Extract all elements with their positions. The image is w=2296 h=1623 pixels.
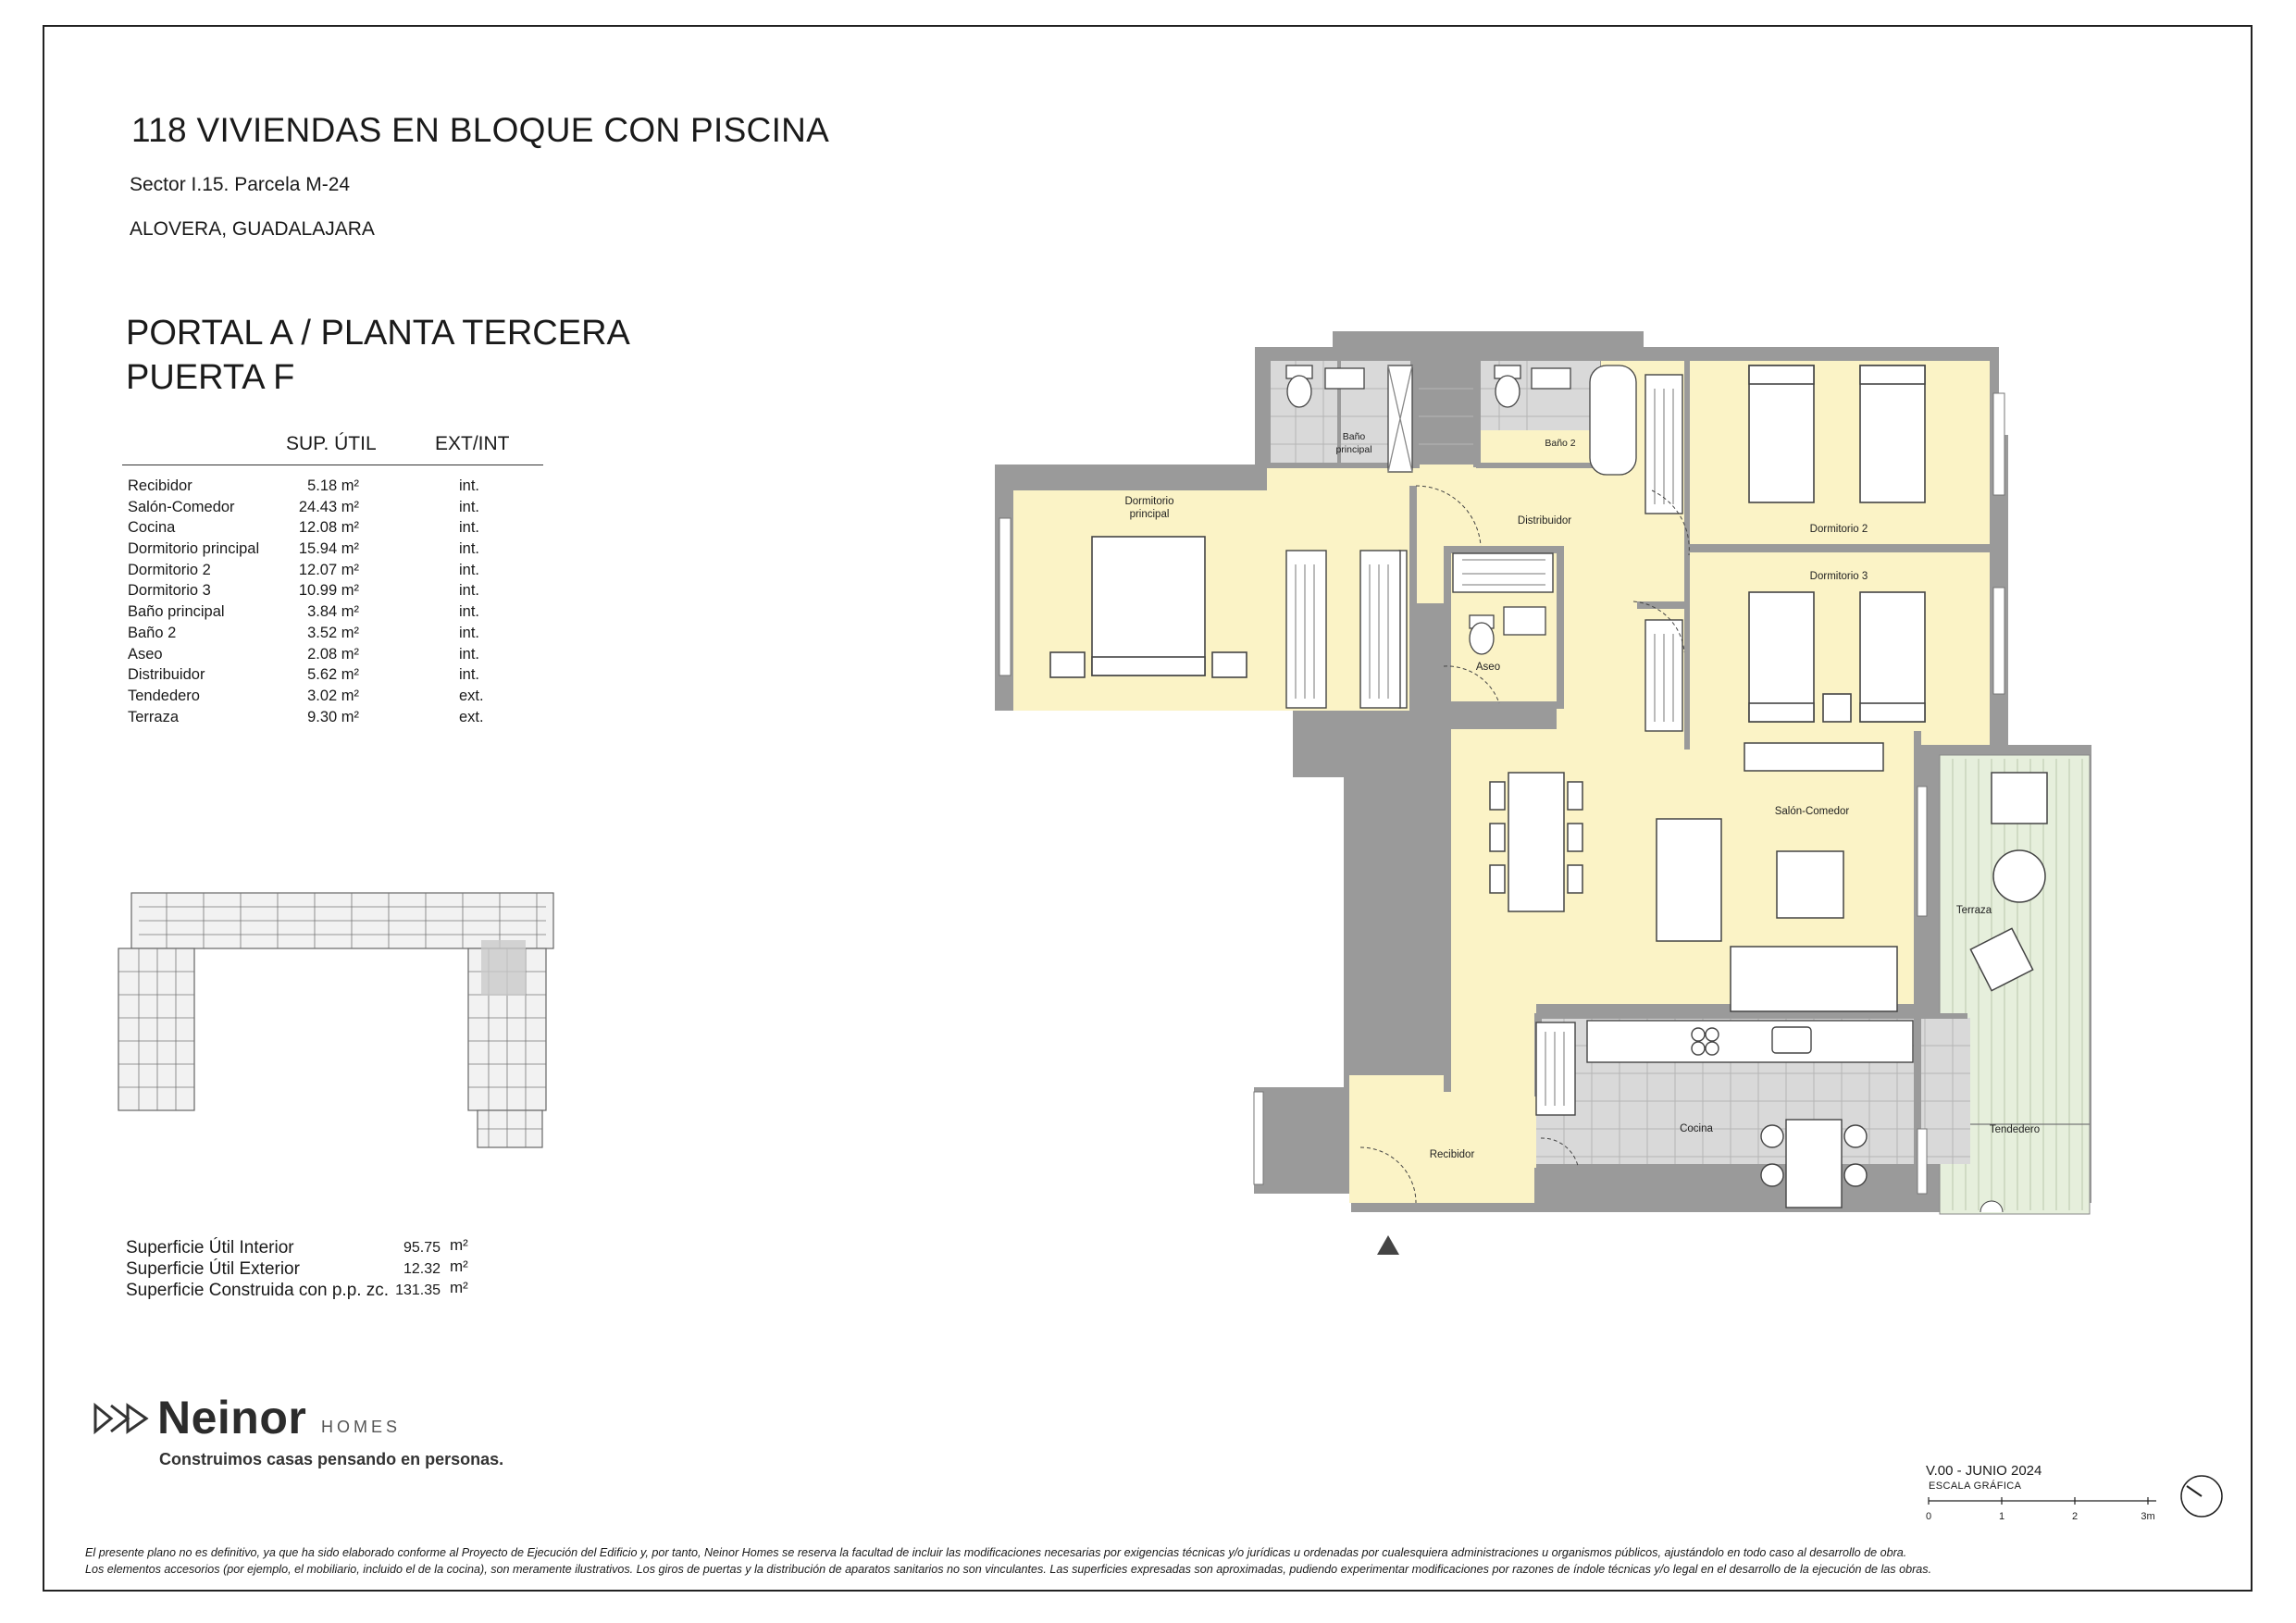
scale-tick: 1: [1998, 1511, 2005, 1522]
surface-totals: [126, 1238, 496, 1302]
single-bed-icon: [1749, 592, 1814, 722]
room-area: 2.08 m²: [307, 645, 359, 663]
room-type: int.: [459, 624, 480, 641]
sink-icon: [1532, 368, 1570, 389]
sink-icon: [1325, 368, 1364, 389]
label-recibidor: Recibidor: [1429, 1149, 1475, 1160]
wardrobe: [1286, 551, 1326, 708]
project-location: ALOVERA, GUADALAJARA: [130, 218, 375, 240]
room-type: ext.: [459, 687, 484, 704]
wardrobe: [1360, 551, 1400, 708]
single-bed-icon: [1860, 365, 1925, 502]
unit-door: PUERTA F: [126, 358, 295, 397]
table-row: [128, 562, 516, 583]
table-row: [128, 582, 516, 603]
table-row: [128, 709, 516, 730]
toilet-icon: [1287, 376, 1311, 407]
single-bed-icon: [1860, 592, 1925, 722]
room-type: int.: [459, 603, 480, 621]
room-name: Cocina: [128, 519, 176, 537]
label-dormitorio-principal-2: principal: [1129, 509, 1170, 520]
total-label: Superficie Útil Interior: [126, 1238, 294, 1258]
total-value: 131.35: [395, 1282, 441, 1298]
toilet-icon: [1470, 623, 1494, 654]
project-title: 118 VIVIENDAS EN BLOQUE CON PISCINA: [131, 111, 830, 149]
logo-tagline: Construimos casas pensando en personas.: [159, 1450, 504, 1468]
room-name: Dormitorio 3: [128, 582, 211, 600]
version-date: V.00 - JUNIO 2024: [1926, 1463, 2042, 1479]
disclaimer: [85, 1544, 2232, 1578]
room-area: 10.99 m²: [298, 582, 359, 600]
kitchen-table-icon: [1786, 1120, 1842, 1208]
label-cocina: Cocina: [1680, 1123, 1713, 1134]
room-type: int.: [459, 666, 480, 684]
room-type: ext.: [459, 708, 484, 725]
table-row: [128, 646, 516, 667]
room-area: 5.18 m²: [307, 477, 359, 494]
unit-portal-floor: PORTAL A / PLANTA TERCERA: [126, 314, 630, 353]
table-row: [128, 688, 516, 709]
room-area: 12.08 m²: [298, 519, 359, 537]
room-area: 9.30 m²: [307, 708, 359, 725]
scale-tick: 2: [2071, 1511, 2079, 1522]
label-bano-2: Baño 2: [1545, 438, 1576, 449]
label-dormitorio-principal: Dormitorio: [1124, 496, 1174, 507]
room-type: int.: [459, 582, 480, 600]
col-header-type: EXT/INT: [435, 433, 510, 454]
entrance-triangle-icon: [1377, 1235, 1399, 1255]
table-row: [128, 499, 516, 520]
room-area: 3.84 m²: [307, 603, 359, 621]
north-arrow-icon: [2178, 1473, 2225, 1519]
unit-heading: [126, 311, 630, 400]
total-label: Superficie Útil Exterior: [126, 1259, 300, 1279]
room-area: 12.07 m²: [298, 561, 359, 578]
table-row: [128, 666, 516, 688]
room-area: 3.52 m²: [307, 624, 359, 641]
table-row: [128, 477, 516, 499]
dining-table-icon: [1508, 773, 1564, 911]
sofa-icon: [1731, 947, 1897, 1011]
room-area: 15.94 m²: [298, 540, 359, 558]
neinor-logo-mark-icon: [93, 1400, 150, 1439]
total-row: [126, 1238, 496, 1259]
label-bano-principal: Baño: [1342, 431, 1366, 442]
total-row: [126, 1259, 496, 1281]
label-distribuidor: Distribuidor: [1517, 515, 1572, 527]
logo-homes: HOMES: [321, 1418, 402, 1436]
total-value: 12.32: [403, 1261, 441, 1277]
tv-unit-icon: [1744, 743, 1883, 771]
room-area: 24.43 m²: [298, 498, 359, 515]
disclaimer-line: Los elementos accesorios (por ejemplo, el mobiliario, incluido el de la cocina), son meramente ilustrativos. Los giros de puertas y la distribución de aparatos sanitarios no son vinculantes. Las superficies expresadas son aproximadas, pudiendo experimentar modificaciones por razones de índole técnicas y/o legal en el desarrollo de la ejecución de las obras.: [85, 1563, 1932, 1576]
room-type: int.: [459, 477, 480, 494]
table-row: [128, 603, 516, 625]
label-salon-comedor: Salón-Comedor: [1774, 806, 1850, 817]
room-type: int.: [459, 540, 480, 558]
single-bed-icon: [1749, 365, 1814, 502]
total-unit: m²: [450, 1258, 468, 1275]
project-sector: Sector I.15. Parcela M-24: [130, 174, 351, 195]
scale-label: ESCALA GRÁFICA: [1929, 1481, 2022, 1492]
building-key-plan: [111, 879, 555, 1157]
table-row: [128, 625, 516, 646]
unit-highlight: [481, 940, 526, 996]
total-unit: m²: [450, 1279, 468, 1296]
bathtub-icon: [1590, 365, 1636, 475]
label-dormitorio-2: Dormitorio 2: [1809, 524, 1868, 535]
wardrobe: [1453, 553, 1553, 592]
surface-table: [128, 477, 516, 729]
double-bed-icon: [1092, 537, 1205, 675]
coffee-table-icon: [1777, 851, 1843, 918]
wardrobe: [1536, 1022, 1575, 1115]
room-type: int.: [459, 645, 480, 663]
toilet-icon: [1496, 376, 1520, 407]
room-name: Baño principal: [128, 603, 225, 621]
room-area: 3.02 m²: [307, 687, 359, 704]
logo-wordmark: Neinor: [157, 1392, 307, 1443]
room-name: Aseo: [128, 645, 163, 663]
graphic-scale: [1921, 1495, 2162, 1527]
scale-tick: 0: [1925, 1511, 1932, 1522]
room-name: Dormitorio principal: [128, 540, 260, 558]
scale-tick: 3m: [2141, 1511, 2155, 1522]
room-name: Recibidor: [128, 477, 192, 494]
room-name: Salón-Comedor: [128, 498, 235, 515]
total-unit: m²: [450, 1236, 468, 1254]
total-value: 95.75: [403, 1240, 441, 1256]
floor-plan: [981, 324, 2091, 1268]
table-row: [128, 540, 516, 562]
kitchen-sink-icon: [1772, 1027, 1811, 1053]
label-bano-principal-2: principal: [1335, 444, 1372, 455]
room-type: int.: [459, 561, 480, 578]
room-name: Distribuidor: [128, 666, 205, 684]
total-label: Superficie Construida con p.p. zc.: [126, 1281, 390, 1300]
room-name: Dormitorio 2: [128, 561, 211, 578]
sink-icon: [1504, 607, 1545, 635]
room-type: int.: [459, 498, 480, 515]
room-name: Baño 2: [128, 624, 177, 641]
room-name: Tendedero: [128, 687, 200, 704]
col-header-area: SUP. ÚTIL: [286, 433, 377, 454]
room-type: int.: [459, 519, 480, 537]
label-terraza: Terraza: [1955, 905, 1992, 916]
kitchen-counter: [1587, 1021, 1913, 1062]
table-row: [128, 519, 516, 540]
dormitorio-2-area: [1690, 361, 1990, 546]
recibidor-area: [1349, 1092, 1534, 1203]
label-aseo: Aseo: [1475, 662, 1501, 673]
room-area: 5.62 m²: [307, 666, 359, 684]
total-row: [126, 1281, 496, 1302]
disclaimer-line: El presente plano no es definitivo, ya que ha sido elaborado conforme al Proyecto de Ejecución del Edificio y, por tanto, Neinor Homes se reserva la facultad de incluir las modificaciones necesarias por exigencias técnicas y/o jurídicas u ordenadas por cualesquiera administraciones u organismos públicos, ajustándolo en todo caso al desarrollo de obra.: [85, 1546, 1907, 1559]
sofa-icon: [1657, 819, 1721, 941]
label-tendedero: Tendedero: [1989, 1124, 2041, 1135]
label-dormitorio-3: Dormitorio 3: [1809, 571, 1868, 582]
room-name: Terraza: [128, 708, 180, 725]
